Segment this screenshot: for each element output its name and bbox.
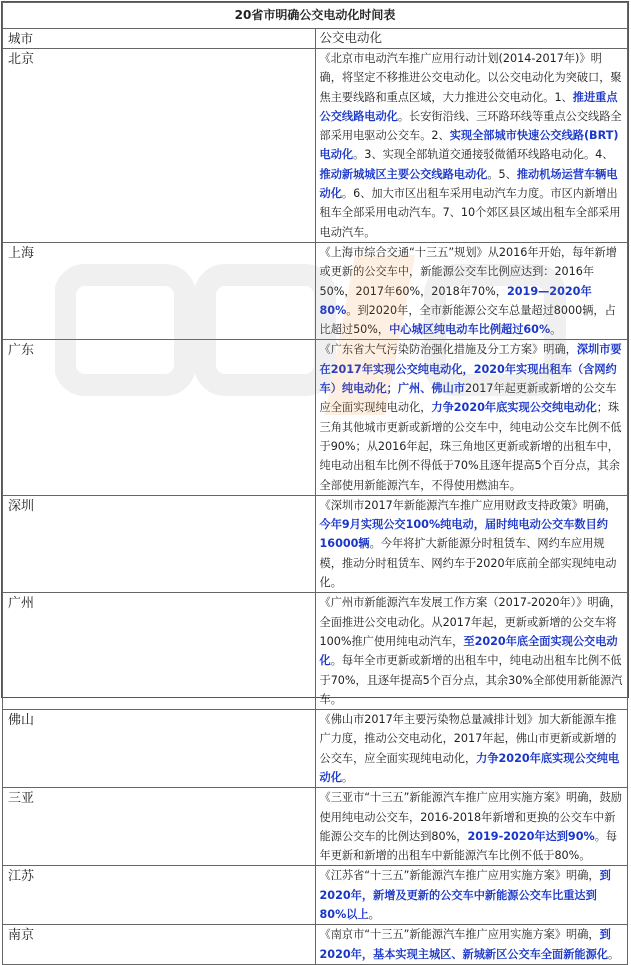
policy-text: 。每年全市更新或新增的出租车中，纯电动出租车比例不低于70%，且逐年提高5个百分点，其余30%全部使用新能源汽车。 <box>319 654 623 706</box>
policy-text-cell <box>315 49 628 243</box>
highlighted-text: 推进重点公交线路电动化 <box>319 90 618 123</box>
policy-table-sheet <box>1 1 629 961</box>
city-cell: 深圳 <box>3 495 316 592</box>
policy-text: 。到2020年，全市新能源公交车总量超过8000辆，占比超过50%， <box>319 303 616 337</box>
city-cell: 北京 <box>3 49 316 243</box>
policy-text: 《佛山市2017年主要污染物总量减排计划》加大新能源车推广力度，推动公交电动化，2017年起，佛山市更新或新增的公交车，应全面实现纯电动化， <box>319 713 617 765</box>
highlighted-text: 深圳市要在2017年实现公交纯电动化，2020年实现出租车（含网约车）纯电动化；广州、佛山市 <box>319 343 622 396</box>
table-row <box>3 710 628 788</box>
policy-table <box>2 2 628 965</box>
table-row <box>3 49 628 243</box>
city-cell: 佛山 <box>3 710 316 788</box>
policy-text-cell <box>315 340 628 495</box>
highlighted-text: 2019-2020年达到90% <box>467 829 595 843</box>
highlighted-text: 到2020年，新增及更新的公交车中新能源公交车比重达到80%以上 <box>319 869 611 922</box>
policy-text: 。5、 <box>487 167 517 181</box>
policy-text: ；珠三角其他城市更新或新增的公交车中，纯电动公交车比例不低于90%；从2016年起，珠三角地区更新或新增的出租车中，纯电动出租车比例不得低于70%且逐年提高5个百分点，其余全部使用新能源汽车，不得使用燃油车。 <box>319 401 622 492</box>
policy-text: 《广州市新能源汽车发展工作方案（2017-2020年）》明确，全面推进公交电动化。从2017年起，更新或新增的公交车将100%推广使用纯电动汽车， <box>319 596 622 648</box>
city-cell: 广东 <box>3 340 316 495</box>
policy-text: 。长安街沿线、三环路环线等重点公交线路全部采用电驱动公交车。2、 <box>319 109 622 143</box>
policy-text: 《江苏省“十三五”新能源汽车推广应用实施方案》明确， <box>319 869 600 883</box>
policy-text: 《上海市综合交通“十三五”规划》从2016年开始，每年新增或更新的公交车中，新能源公交车比例应达到：2016年50%，2017年60%，2018年70%， <box>319 245 617 298</box>
policy-text: 《北京市电动汽车推广应用行动计划(2014-2017年)》明确，将坚定不移推进公交电动化。以公交电动化为突破口，聚焦主要线路和重点区域，大力推进公交电动化。1、 <box>319 52 622 104</box>
policy-text-cell <box>315 925 628 965</box>
highlighted-text: 推动新城城区主要公交线路电动化 <box>319 167 488 181</box>
table-row <box>3 495 628 592</box>
header-content: 公交电动化 <box>315 29 628 49</box>
highlighted-text: 力争2020年底实现公交纯电动化 <box>431 401 597 415</box>
table-row <box>3 788 628 866</box>
highlighted-text: 至2020年底全面实现公交电动化 <box>319 634 618 668</box>
city-cell: 广州 <box>3 593 316 710</box>
policy-text: 。 <box>550 323 562 337</box>
policy-text-cell <box>315 593 628 710</box>
city-cell: 南京 <box>3 925 316 965</box>
highlighted-text: 今年9月实现公交100%纯电动，届时纯电动公交车数目约16000辆 <box>319 518 608 551</box>
header-row <box>3 29 628 49</box>
table-row <box>3 593 628 710</box>
highlighted-text: 2019—2020年80% <box>319 284 592 317</box>
policy-text: 《广东省大气污染防治强化措施及分工方案》明确， <box>319 343 577 357</box>
policy-text-cell <box>315 242 628 339</box>
policy-text: 。 <box>607 947 620 961</box>
table-row <box>3 866 628 925</box>
policy-text: 。每年更新和新增的出租车中新能源汽车比例不低于80%。 <box>319 829 618 863</box>
highlighted-text: 实现全部城市快速公交线路(BRT)电动化 <box>319 129 619 162</box>
policy-text: 。6、加大市区出租车采用电动汽车力度。市区内新增出租车全部采用电动汽车。7、10个郊区县区域出租车全部采用电动汽车。 <box>319 187 621 239</box>
policy-text: 。今年将扩大新能源分时租赁车、网约车应用规模，推动分时租赁车、网约车于2020年底前全部实现纯电动化。 <box>319 537 617 590</box>
highlighted-text: 推动机场运营车辆电动化 <box>319 167 618 201</box>
highlighted-text: 到2020年，基本实现主城区、新城新区公交车全面新能源化 <box>319 928 611 961</box>
policy-text: 。 <box>368 908 380 922</box>
highlighted-text: 中心城区纯电动车比例超过60% <box>389 323 551 337</box>
policy-text: 。 <box>341 770 354 784</box>
table-title: 20省市明确公交电动化时间表 <box>3 3 628 29</box>
policy-text: 。3、实现全部轨道交通接驳微循环线路电动化。4、 <box>353 148 614 162</box>
city-cell: 江苏 <box>3 866 316 925</box>
policy-text-cell <box>315 788 628 866</box>
header-city: 城市 <box>3 29 316 49</box>
policy-text: 《深圳市2017年新能源汽车推广应用财政支持政策》明确， <box>319 498 617 512</box>
title-row <box>3 3 628 29</box>
policy-text-cell <box>315 710 628 788</box>
policy-text: 《三亚市“十三五”新能源汽车推广应用实施方案》明确，鼓励使用纯电动公交车，2016-2018年新增和更换的公交车中新能源公交车的比例达到80%， <box>319 791 622 843</box>
policy-text-cell <box>315 866 628 925</box>
policy-text-cell <box>315 495 628 592</box>
table-row <box>3 340 628 495</box>
table-row <box>3 925 628 965</box>
policy-text: 2017年起更新或新增的公交车应全面实现纯电动化， <box>319 382 617 415</box>
city-cell: 上海 <box>3 242 316 339</box>
table-row <box>3 242 628 339</box>
city-cell: 三亚 <box>3 788 316 866</box>
highlighted-text: 力争2020年底实现公交纯电动化 <box>319 751 620 784</box>
policy-text: 《南京市“十三五”新能源汽车推广应用实施方案》明确， <box>319 928 600 942</box>
